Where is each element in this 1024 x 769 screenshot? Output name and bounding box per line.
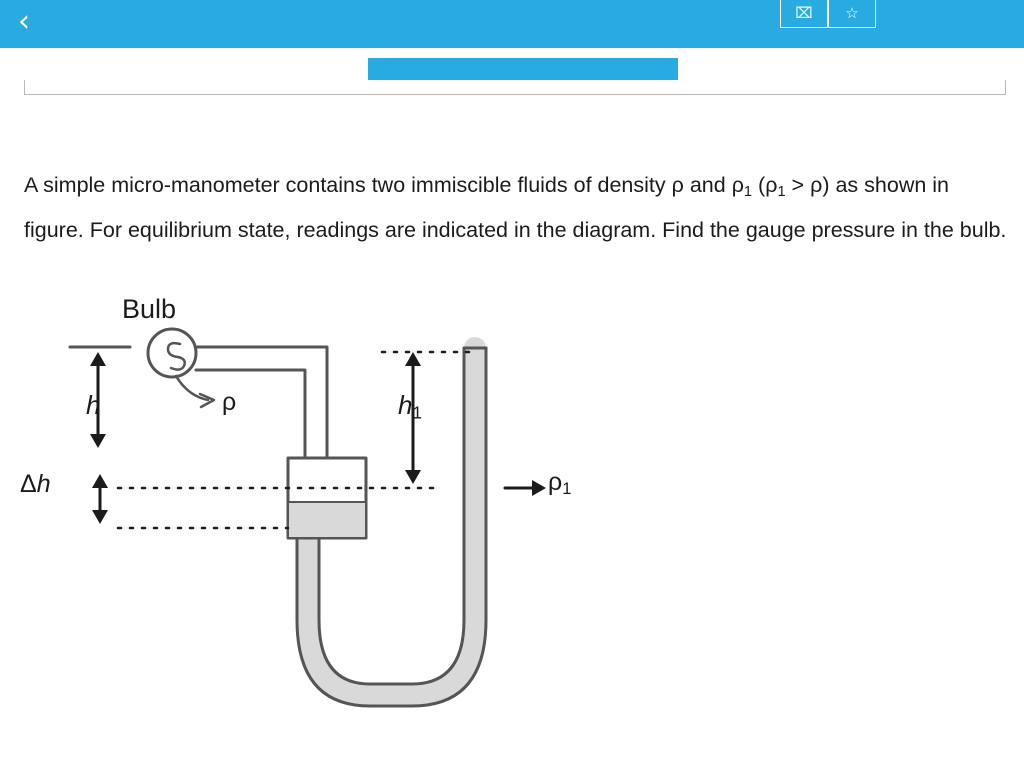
h1-subscript: 1: [412, 402, 423, 423]
h-label: h: [86, 390, 101, 420]
header-actions: [780, 0, 876, 28]
sub-header: [0, 48, 1024, 86]
rho1-fluid-label: [548, 468, 571, 499]
rule-tick-right: [1005, 80, 1006, 94]
question-part-3: as shown in figure. For equilibrium state, readings are indicated in the diagram. Find the gauge pressure in the bulb.: [24, 173, 1007, 243]
app-header: [0, 0, 1024, 48]
rho1b-subscript: 1: [777, 184, 786, 201]
rho-fluid-label: ρ: [222, 388, 237, 416]
question-text: [24, 166, 1008, 249]
delta-h-label: [20, 470, 51, 499]
greater-than: >: [785, 173, 811, 197]
rho1-subscript: 1: [743, 184, 753, 201]
rho1-fluid-symbol: ρ: [548, 468, 563, 496]
question-part-2: and: [683, 173, 732, 197]
h1-variable: h: [398, 390, 413, 420]
delta-h-variable: h: [36, 470, 51, 498]
rho1-fluid-subscript: 1: [562, 480, 572, 499]
h1-label: [398, 390, 422, 423]
manometer-diagram: [0, 290, 660, 720]
paren-open: (: [752, 173, 766, 197]
crop-icon[interactable]: ⌧: [780, 0, 828, 28]
rho-symbol: ρ: [671, 173, 684, 197]
question-part-1: A simple micro-manometer contains two immiscible fluids of density: [24, 173, 672, 197]
manometer-svg: [0, 290, 660, 720]
rule-tick-left: [24, 80, 25, 94]
rho1b-symbol: ρ: [765, 173, 778, 197]
star-icon[interactable]: ☆: [828, 0, 876, 28]
rho1-symbol: ρ: [731, 173, 744, 197]
rho-symbol-2: ρ: [810, 173, 823, 197]
back-icon[interactable]: ‹: [18, 4, 30, 39]
progress-indicator[interactable]: [368, 58, 678, 80]
bulb-label: Bulb: [122, 294, 177, 324]
delta-symbol: Δ: [20, 470, 37, 498]
horizontal-divider: [24, 94, 1006, 95]
paren-close: ): [822, 173, 830, 197]
